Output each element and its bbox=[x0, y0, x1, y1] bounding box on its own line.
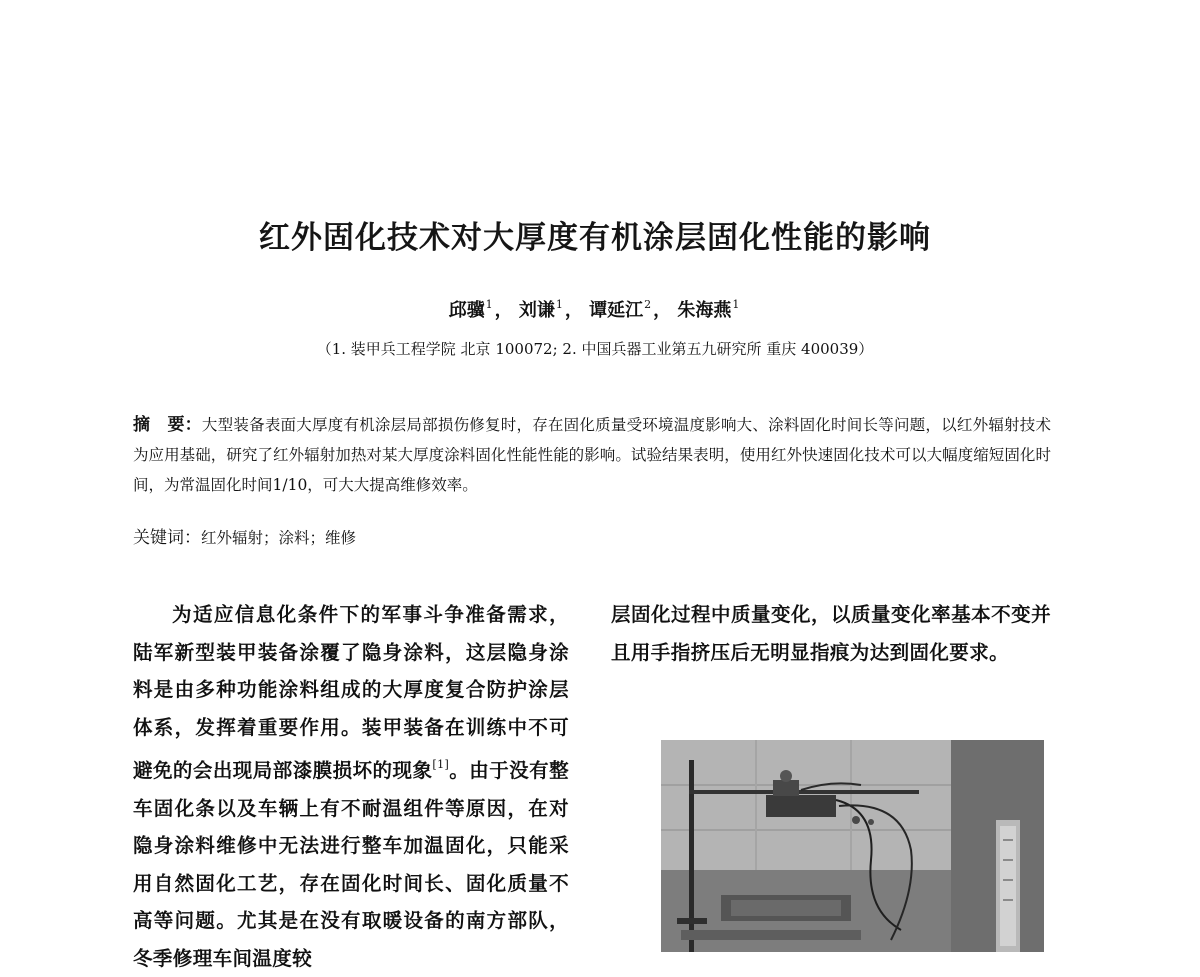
author-affiliation-mark: 1 bbox=[485, 298, 493, 311]
paper-title: 红外固化技术对大厚度有机涂层固化性能的影响 bbox=[259, 220, 931, 256]
abstract-label: 摘 要： bbox=[133, 415, 202, 435]
abstract bbox=[133, 410, 1051, 500]
experiment-setup-photo bbox=[661, 740, 1044, 952]
author-list bbox=[0, 296, 1190, 322]
body-column-right bbox=[611, 596, 1051, 671]
body-column-left bbox=[133, 596, 569, 977]
body-text: 。由于没有整车固化条以及车辆上有不耐温组件等原因，在对隐身涂料维修中无法进行整车加温固化，只能采用自然固化工艺，存在固化时间长、固化质量不高等问题。尤其是在没有取暖设备的南方部队，冬季修理车间温度较 bbox=[133, 759, 569, 970]
author-name: 谭延江 bbox=[589, 300, 644, 321]
author-affiliation-mark: 1 bbox=[555, 298, 563, 311]
abstract-text: 大型装备表面大厚度有机涂层局部损伤修复时，存在固化质量受环境温度影响大、涂料固化时间长等问题，以红外辐射技术为应用基础，研究了红外辐射加热对某大厚度涂料固化性能性能的影响。试验结果表明，使用红外快速固化技术可以大幅度缩短固化时间，为常温固化时间1/10，可大大提高维修效率。 bbox=[133, 416, 1051, 494]
author-separator: ， bbox=[564, 300, 583, 321]
body-text: 层固化过程中质量变化，以质量变化率基本不变并且用手指挤压后无明显指痕为达到固化要求。 bbox=[611, 603, 1051, 664]
author-separator: ， bbox=[494, 300, 513, 321]
keywords-text: 红外辐射；涂料；维修 bbox=[201, 529, 357, 547]
body-text: 为适应信息化条件下的军事斗争准备需求，陆军新型装甲装备涂覆了隐身涂料，这层隐身涂料是由多种功能涂料组成的大厚度复合防护涂层体系，发挥着重要作用。装甲装备在训练中不可避免的会出现局部漆膜损坏的现象 bbox=[133, 603, 569, 782]
author-name: 朱海燕 bbox=[677, 300, 732, 321]
affiliation-line: （1. 装甲兵工程学院 北京 100072; 2. 中国兵器工业第五九研究所 重庆 400039） bbox=[316, 340, 874, 358]
author-name: 刘谦 bbox=[518, 300, 555, 321]
author-name: 邱骥 bbox=[448, 300, 485, 321]
citation-mark: [1] bbox=[432, 758, 450, 771]
photo-graphic bbox=[661, 740, 1044, 952]
author-separator: ， bbox=[653, 300, 672, 321]
author-affiliation-mark: 1 bbox=[732, 298, 740, 311]
keywords-label: 关键词： bbox=[133, 528, 201, 548]
keywords bbox=[133, 524, 1051, 552]
author-affiliation-mark: 2 bbox=[644, 298, 652, 311]
